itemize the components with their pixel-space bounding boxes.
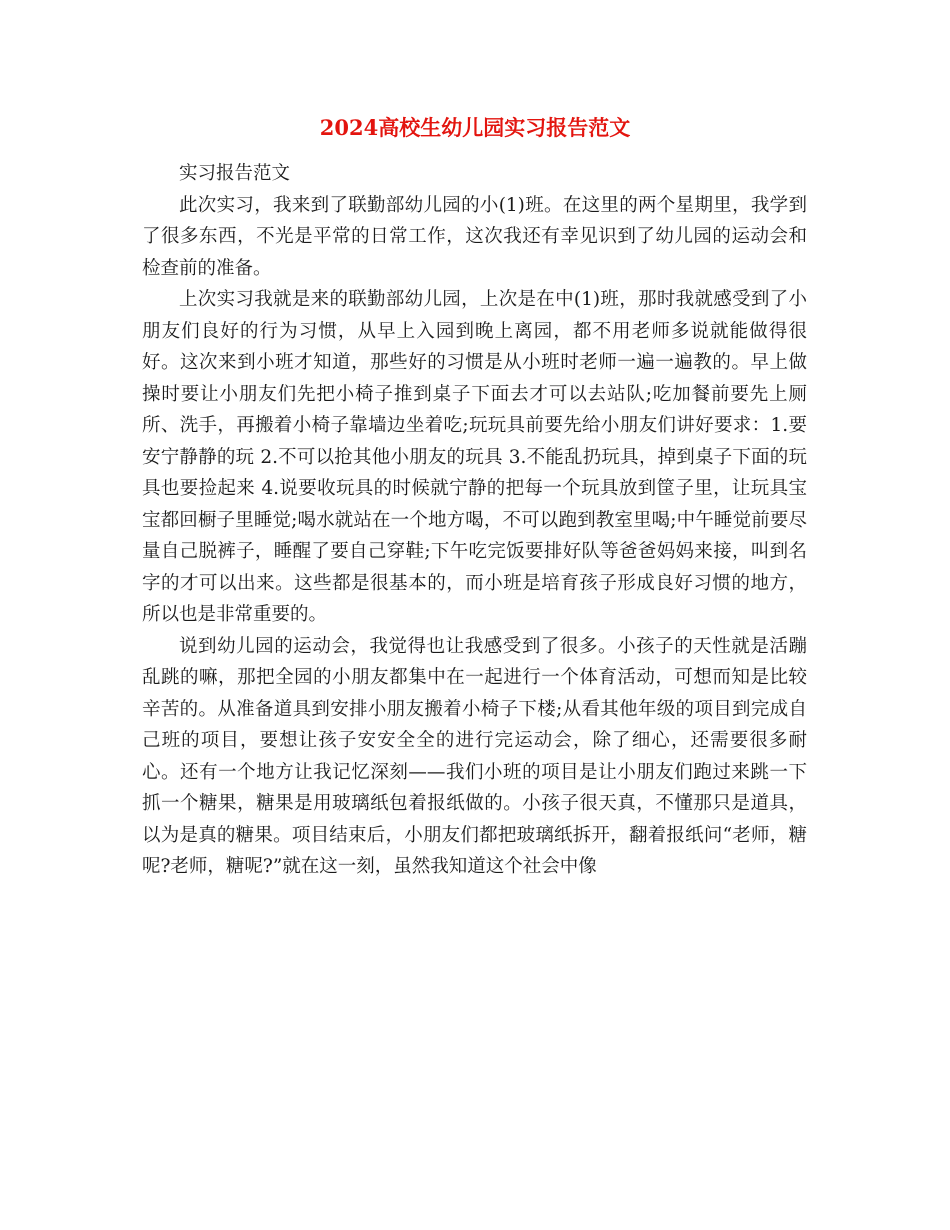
paragraph: 说到幼儿园的运动会，我觉得也让我感受到了很多。小孩子的天性就是活蹦乱跳的嘛，那把全园的小朋友都集中在一起进行一个体育活动，可想而知是比较辛苦的。从准备道具到安排小朋友搬着小椅子下楼;从看其他年级的项目到完成自己班的项目，要想让孩子安安全全的进行完运动会，除了细心，还需要很多耐心。还有一个地方让我记忆深刻——我们小班的项目是让小朋友们跑过来跳一下抓一个糖果，糖果是用玻璃纸包着报纸做的。小孩子很天真，不懂那只是道具，以为是真的糖果。项目结束后，小朋友们都把玻璃纸拆开，翻着报纸问“老师，糖呢?老师，糖呢?”就在这一刻，虽然我知道这个社会中像 <box>142 635 807 877</box>
paragraph: 此次实习，我来到了联勤部幼儿园的小(1)班。在这里的两个星期里，我学到了很多东西，不光是平常的日常工作，这次我还有幸见识到了幼儿园的运动会和检查前的准备。 <box>142 194 807 279</box>
document-body <box>142 158 807 883</box>
paragraph-subtitle: 实习报告范文 <box>179 163 291 184</box>
paragraph: 上次实习我就是来的联勤部幼儿园，上次是在中(1)班，那时我就感受到了小朋友们良好的行为习惯，从早上入园到晚上离园，都不用老师多说就能做得很好。这次来到小班才知道，那些好的习惯是从小班时老师一遍一遍教的。早上做操时要让小朋友们先把小椅子推到桌子下面去才可以去站队;吃加餐前要先上厕所、洗手，再搬着小椅子靠墙边坐着吃;玩玩具前要先给小朋友们讲好要求：1.要安宁静静的玩 2.不可以抢其他小朋友的玩具 3.不能乱扔玩具，掉到桌子下面的玩具也要捡起来 4.说要收玩具的时候就宁静的把每一个玩具放到筐子里，让玩具宝宝都回橱子里睡觉;喝水就站在一个地方喝，不可以跑到教室里喝;中午睡觉前要尽量自己脱裤子，睡醒了要自己穿鞋;下午吃完饭要排好队等爸爸妈妈来接，叫到名字的才可以出来。这些都是很基本的，而小班是培育孩子形成良好习惯的地方，所以也是非常重要的。 <box>142 289 807 625</box>
document-title: 2024高校生幼儿园实习报告范文 <box>319 115 631 140</box>
